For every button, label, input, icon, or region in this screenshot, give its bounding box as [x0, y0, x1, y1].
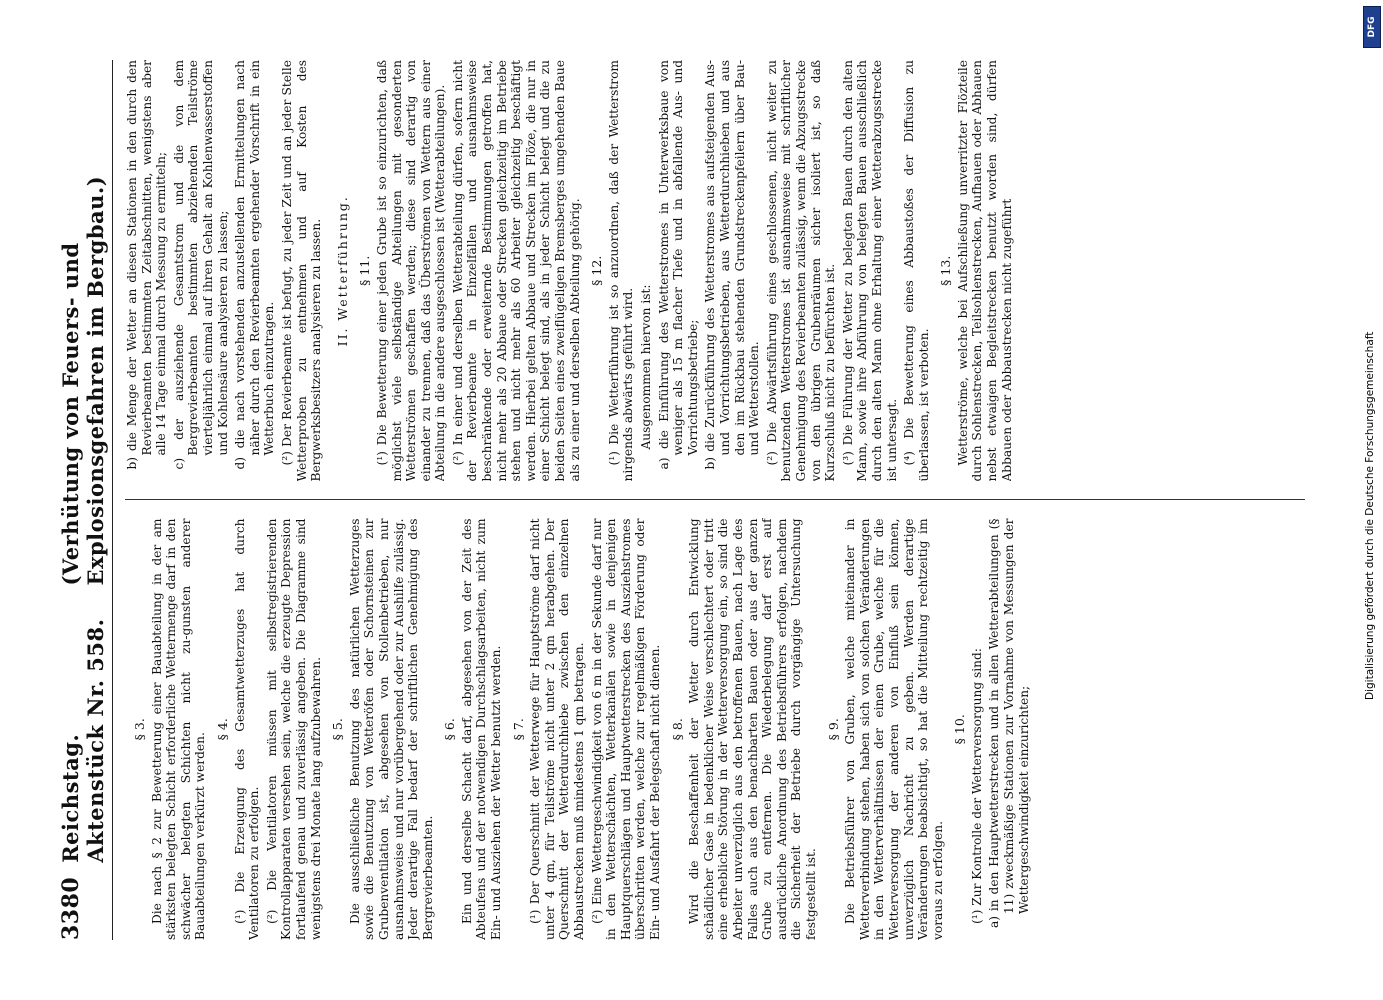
section-heading: § 13.: [938, 255, 954, 286]
page-number: 3380: [58, 876, 84, 940]
chapter-heading: II. Wetterführung.: [334, 195, 350, 347]
page-title: Reichstag. Aktenstück Nr. 558.: [58, 618, 108, 863]
list-item: c) der ausziehende Gesamtstrom und die von dem Bergrevierbeamten bestimmten abziehenden Teilströme vierteljährlich einmal auf ihren Gehalt an Kohlenwasserstoffen und Kohlensäure analysieren zu lassen;: [171, 60, 230, 470]
paragraph: Die nach § 2 zur Bewetterung einer Bauabteilung in der am stärksten belegten Schicht erforderliche Wettermenge darf in den schwächer belegten Schichten nicht zu-gunsten anderer Bauabteilungen verkürzt werden.: [149, 518, 208, 940]
dfg-logo-text: DFG: [1367, 16, 1377, 38]
list-item: b) die Zurückführung des Wetterstromes aus aufsteigenden Aus- und Vorrichtungsbetrieben, aus Wetterdurchhieben und aus den im Rückbau stehenden Grundstreckenpfeilern über Bau- und Wetterstollen.: [703, 60, 762, 470]
section-heading: § 5.: [330, 718, 346, 741]
paragraph: (⁴) Die Bewetterung eines Abbaustoßes der Diffusion zu überlassen, ist verboten.: [902, 60, 931, 482]
paragraph: (¹) Die Bewetterung einer jeden Grube ist so einzurichten, daß möglichst viele selbständige Abteilungen mit gesonderten Wetterströmen geschaffen werden; diese sind derartig von einander zu trennen, daß das Überströmen von Wettern aus einer Abteilung in die andere ausgeschlossen ist (Wetterabteilungen).: [374, 60, 448, 482]
page-subtitle: (Verhütung von Feuers- und Explosionsgefahren im Bergbau.): [58, 175, 108, 586]
list-item: d) die nach vorstehenden anzustellenden Ermittelungen nach näher durch den Revierbeamten ergehender Vorschrift in ein Wetterbuch einzutragen.: [233, 60, 277, 470]
paragraph: (²) Die Ventilatoren müssen mit selbstregistrierenden Kontrollapparaten versehen sein, welche die erzeugte Depression fortlaufend genau und zuverlässig angeben. Die Diagramme sind wenigstens drei Monate lang aufzubewahren.: [264, 518, 323, 940]
section-heading: § 11.: [357, 255, 373, 286]
paragraph: (²) In einer und derselben Wetterabteilung dürfen, sofern nicht der Revierbeamte in Einzelfällen und ausnahmsweise beschränkende oder erweiternde Bestimmungen getroffen hat, nicht mehr als 20 Abbaue oder Strecken gleichzeitig im Betriebe stehen und nicht mehr als 60 Arbeiter gleichzeitig beschäftigt werden. Hierbei gelten Abbaue und Strecken im Flöze, die nur in einer Schicht belegt sind, als in jeder Schicht belegt und die zu beiden Seiten eines zweiflügeligen Bremsberges umgehenden Baue als zu einer und derselben Abteilung gehörig.: [450, 60, 582, 482]
paragraph: (¹) Der Querschnitt der Wetterwege für Hauptströme darf nicht unter 4 qm, für Teilströme nicht unter 2 qm herabgehen. Der Querschnitt der Wetterdurchhiebe zwischen den einzelnen Abbaustrecken muß mindestens 1 qm betragen.: [528, 518, 587, 940]
paragraph: (²) Der Revierbeamte ist befugt, zu jeder Zeit und an jeder Stelle Wetterproben zu entnehmen und auf Kosten des Bergwerksbesitzers analysieren zu lassen.: [279, 60, 324, 482]
section-heading: § 9.: [825, 718, 841, 741]
page-header: [58, 60, 113, 940]
paragraph: (¹) Die Wetterführung ist so anzuordnen, daß der Wetterstrom nirgends abwärts geführt wird.: [606, 60, 636, 482]
paragraph: Wetterströme, welche bei Aufschließung unverritzter Flözteile durch Sohlenstrecken, Teilsohlenstrecken, Aufhauen oder Abhauen nebst etwaigen Begleitstrecken benutzt worden sind, dürfen Abbauen oder Abbaustrecken nicht zugeführt: [955, 60, 1014, 482]
digitization-notice: [1356, 0, 1382, 1000]
section-heading: § 12.: [589, 255, 605, 286]
column-divider: [125, 500, 1305, 501]
paragraph: Ausgenommen hiervon ist:: [639, 284, 653, 450]
section-heading: § 3.: [132, 718, 147, 741]
paragraph: (³) Die Führung der Wetter zu belegten Bauen durch den alten Mann, sowie ihre Abführung von belegten Bauen ausschließlich durch den alten Mann ohne Erhaltung einer Wetterabzugsstrecke ist untersagt.: [840, 60, 899, 482]
paragraph: (¹) Zur Kontrolle der Wetterversorgung sind:: [969, 648, 984, 924]
notice-text: Digitalisierung gefördert durch die Deutsche Forschungsgemeinschaft: [1364, 331, 1376, 700]
right-column: [125, 60, 1305, 482]
paragraph: (¹) Die Erzeugung des Gesamtwetterzuges hat durch Ventilatoren zu erfolgen.: [232, 518, 262, 940]
section-heading: § 4.: [214, 718, 230, 741]
paragraph: (²) Eine Wettergeschwindigkeit von 6 m in der Sekunde darf nur in den Wetterschächten, Wetterkanälen sowie in denjenigen Hauptquerschlägen und Hauptwetterstrecken des Ausziehstromes überschritten werden, welche zur regelmäßigen Förderung oder Ein- und Ausfahrt der Belegschaft nicht dienen.: [589, 518, 662, 940]
list-item: a) die Einführung des Wetterstromes in Unterwerksbaue von weniger als 15 m flacher Tiefe und in abfallende Aus- und Vorrichtungsbetriebe;: [656, 60, 700, 470]
paragraph: (²) Die Abwärtsführung eines geschlossenen, nicht weiter zu benutzenden Wetterstromes ist ausnahmsweise mit schriftlicher Genehmigung des Revierbeamten zulässig, wenn die Abzugsstrecke von den übrigen Grubenräumen sicher isoliert ist, so daß Kurzschluß nicht zu befürchten ist.: [764, 60, 838, 482]
section-heading: § 6.: [442, 718, 458, 741]
left-column: [125, 519, 1305, 941]
section-heading: § 7.: [510, 718, 526, 741]
list-item: b) die Menge der Wetter an diesen Stationen in den durch den Revierbeamten bestimmten Zeitabschnitten, wenigstens aber alle 14 Tage einmal durch Messung zu ermitteln;: [125, 60, 169, 470]
dfg-logo: [1363, 6, 1381, 48]
list-item: a) in den Hauptwetterstrecken und in allen Wetterabteilungen (§ 11) zweckmäßige Stationen zur Vornahme von Messungen der Wettergeschwindigkeit einzurichten;: [987, 518, 1031, 928]
paragraph: Die Betriebsführer von Gruben, welche miteinander in Wetterverbindung stehen, haben sich von solchen Veränderungen in den Wetterverhältnissen der einen Grube, welche für die Wetterversorgung der anderen von Einfluß sein können, unverzüglich Nachricht zu geben. Werden derartige Veränderungen beabsichtigt, so hat die Mitteilung rechtzeitig im voraus zu erfolgen.: [843, 518, 945, 940]
paragraph: Ein und derselbe Schacht darf, abgesehen von der Zeit des Abteufens und der notwendigen Durchschlagsarbeiten, nicht zum Ein- und Ausziehen der Wetter benutzt werden.: [459, 518, 504, 940]
paragraph: Wird die Beschaffenheit der Wetter durch Entwicklung schädlicher Gase in bedenklicher Weise verschlechtert oder tritt eine erhebliche Störung in der Wetterversorgung ein, so sind die Arbeiter unverzüglich aus den betroffenen Bauen, nach Lage des Falles auch aus den benachbarten Bauen oder aus der ganzen Grube zu entfernen. Die Wiederbelegung darf erst auf ausdrückliche Anordnung des Betriebsführers erfolgen, nachdem die Sicherheit der Betriebe durch vorgängige Untersuchung festgestellt ist.: [687, 518, 818, 940]
paragraph: Die ausschließliche Benutzung des natürlichen Wetterzuges sowie die Benutzung von Wetteröfen oder Schornsteinen zur Grubenventilation ist, abgesehen von Stollenbetrieben, nur ausnahmsweise und nur vorübergehend oder zur Aushilfe zulässig. Jeder derartige Fall bedarf der schriftlichen Genehmigung des Bergrevierbeamten.: [347, 518, 435, 940]
section-heading: § 8.: [669, 718, 685, 741]
section-heading: § 10.: [952, 714, 968, 745]
